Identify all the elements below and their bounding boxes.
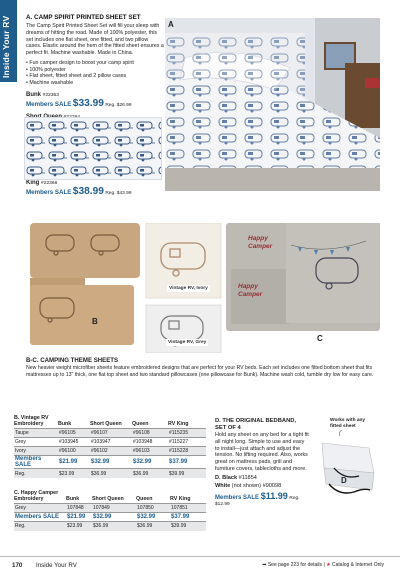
members-sale-label: Members SALE <box>26 100 72 108</box>
sale-price: $38.99 <box>72 185 104 197</box>
photo-letter-a: A <box>168 20 174 29</box>
section-d <box>215 418 309 507</box>
table-row <box>14 504 206 513</box>
star-icon: ★ <box>326 562 331 568</box>
table-cell: $39.99 <box>168 469 206 478</box>
sheet-pattern-swatch <box>24 117 162 180</box>
table-cell: $36.99 <box>92 522 136 531</box>
table-cell: $32.99 <box>136 513 170 522</box>
table-row <box>14 456 206 469</box>
row-label: Grey <box>14 504 66 513</box>
section-a-title: A. CAMP SPIRIT PRINTED SHEET SET <box>26 14 141 21</box>
table-cell: 107849 <box>92 504 136 513</box>
row-label: Members SALE <box>14 513 66 522</box>
table-cell: #96102 <box>90 447 132 456</box>
footer-notes <box>262 562 384 568</box>
table-header <box>14 490 206 504</box>
table-cell: #96107 <box>90 429 132 438</box>
product-name: King <box>26 179 40 186</box>
label-vintage-ivory: Vintage RV, Ivory <box>169 286 208 291</box>
product-item: #22366 <box>41 180 58 186</box>
table-vintage-rv <box>14 415 206 478</box>
label-vintage-grey: Vintage RV, Grey <box>168 340 207 345</box>
bullet-item: • Machine washable <box>26 80 164 87</box>
sale-price: $33.99 <box>72 97 104 109</box>
table-cell: #103945 <box>58 438 90 447</box>
table-row <box>14 522 206 531</box>
column-header: RV King <box>170 496 191 502</box>
table-cell: $36.99 <box>90 469 132 478</box>
table-cell: $39.99 <box>170 522 206 531</box>
table-happy-camper <box>14 490 206 531</box>
column-header: Short Queen <box>90 421 122 427</box>
bullet-item: • Fun camper design to boost your camp spirit <box>26 60 164 67</box>
bullet-item: • 100% polyester <box>26 67 164 74</box>
table-cell: $37.99 <box>168 456 206 469</box>
product-black: D. Black #11854 <box>215 474 257 481</box>
table-cell: #115227 <box>168 438 206 447</box>
table-cell: #103947 <box>90 438 132 447</box>
table-row <box>14 429 206 438</box>
table-row <box>14 513 206 522</box>
row-label: Reg. <box>14 522 66 531</box>
section-d-description: Hold any sheet on any bed for a tight fit all night long. Simple to use and easy to install—just attach and adjust the tension. No lifting required. Also, works great on mattress pads, grill and furniture covers, tablecloths and more. <box>215 432 309 472</box>
see-page-note: See page 223 for details <box>267 562 323 568</box>
row-label: Reg. <box>14 469 58 478</box>
photo-letter-b: B <box>92 317 98 326</box>
photo-letter-d: D <box>341 476 347 485</box>
table-cell: $36.99 <box>132 469 168 478</box>
table-row <box>14 447 206 456</box>
column-header: Short Queen <box>92 496 124 502</box>
section-a-description: The Camp Spirit Printed Sheet Set will fill your sleep with dreams of hitting the road. Made of 100% polyester, this set includes one flat sheet, one fitted, and two pillow cases. Elastic around the hem of the fitted sheet ensures a perfect fit. Machine washable. Made in China. <box>26 23 164 57</box>
photo-letter-c: C <box>317 334 323 343</box>
product-item: #22363 <box>42 92 59 98</box>
fitted-sheet-note: Works with any fitted sheet <box>330 418 366 429</box>
bedband-photo <box>314 418 382 513</box>
product-king <box>26 180 164 199</box>
regular-price: Reg. $43.99 <box>105 190 132 196</box>
section-d-title: D. THE ORIGINAL BEDBAND, <box>215 418 297 424</box>
table-row <box>14 438 206 447</box>
page-number: 170 <box>12 562 23 569</box>
row-label: Ivory <box>14 447 58 456</box>
section-bc <box>26 357 381 378</box>
table-cell: $37.99 <box>170 513 206 522</box>
product-bunk <box>26 92 164 111</box>
table-cell: #96103 <box>132 447 168 456</box>
members-sale-label: Members SALE <box>215 494 260 501</box>
section-d-title: SET OF 4 <box>215 425 241 431</box>
table-cell: $23.99 <box>66 522 92 531</box>
column-header: RV King <box>168 421 189 427</box>
happy-camper-text-top: Happy Camper <box>248 235 273 250</box>
table-cell: $32.99 <box>132 456 168 469</box>
happy-camper-text-bottom: Happy Camper <box>238 283 263 298</box>
footer-section-title: Inside Your RV <box>36 562 77 569</box>
row-label: Members SALE <box>14 456 58 469</box>
table-cell: $21.99 <box>66 513 92 522</box>
table-cell: #115228 <box>168 447 206 456</box>
regular-price: Reg. $12.99 <box>215 495 300 507</box>
bedroom-photo <box>165 18 380 191</box>
section-d-price <box>215 491 309 507</box>
row-label: Taupe <box>14 429 58 438</box>
table-title: B. Vintage RV <box>14 415 49 421</box>
regular-price: Reg. $26.99 <box>105 102 132 108</box>
section-bc-description: New heavier weight microfiber sheets feature embroidered designs that are perfect for your RV beds. Each set includes one fitted bottom sheet that fits mattresses up to 13" thick, one flat top sheet and two standard pillowcases (one pillowcase for Bunk). Machine wash cold, tumble dry low for easy care. <box>26 365 374 378</box>
column-header: Queen <box>136 496 153 502</box>
column-header: Bunk <box>66 496 80 502</box>
bullet-item: • Flat sheet, fitted sheet and 2 pillow cases <box>26 73 164 80</box>
footer-separator: | <box>323 562 325 568</box>
table-title: Embroidery <box>14 496 44 502</box>
table-title: C. Happy Camper <box>14 490 59 496</box>
column-header: Bunk <box>58 421 72 427</box>
table-header <box>14 415 206 429</box>
table-cell: #96105 <box>58 429 90 438</box>
table-cell: 107848 <box>66 504 92 513</box>
side-tab <box>0 0 17 82</box>
table-cell: #96100 <box>58 447 90 456</box>
table-title: Embroidery <box>14 421 44 427</box>
table-row <box>14 469 206 478</box>
catalog-only-note: Catalog & Internet Only <box>332 562 384 568</box>
sale-price: $11.99 <box>260 490 288 501</box>
row-label: Grey <box>14 438 58 447</box>
section-a-bullets <box>26 60 164 87</box>
arrow-icon: ➡ <box>262 562 267 568</box>
table-cell: 107851 <box>170 504 206 513</box>
table-cell: #96108 <box>132 429 168 438</box>
table-cell: $21.99 <box>58 456 90 469</box>
section-bc-title: B-C. CAMPING THEME SHEETS <box>26 357 119 364</box>
product-white: White (not shown) #90098 <box>215 482 282 489</box>
table-cell: $23.99 <box>58 469 90 478</box>
table-cell: #115235 <box>168 429 206 438</box>
column-header: Queen <box>132 421 149 427</box>
table-cell: $36.99 <box>136 522 170 531</box>
table-cell: $32.99 <box>90 456 132 469</box>
embroidered-sheets-photos <box>26 223 380 353</box>
table-cell: #103948 <box>132 438 168 447</box>
table-cell: $32.99 <box>92 513 136 522</box>
product-name: Bunk <box>26 91 41 98</box>
table-cell: 107850 <box>136 504 170 513</box>
side-tab-label: Inside Your RV <box>1 15 11 78</box>
footer-divider <box>0 556 400 557</box>
members-sale-label: Members SALE <box>26 188 72 196</box>
